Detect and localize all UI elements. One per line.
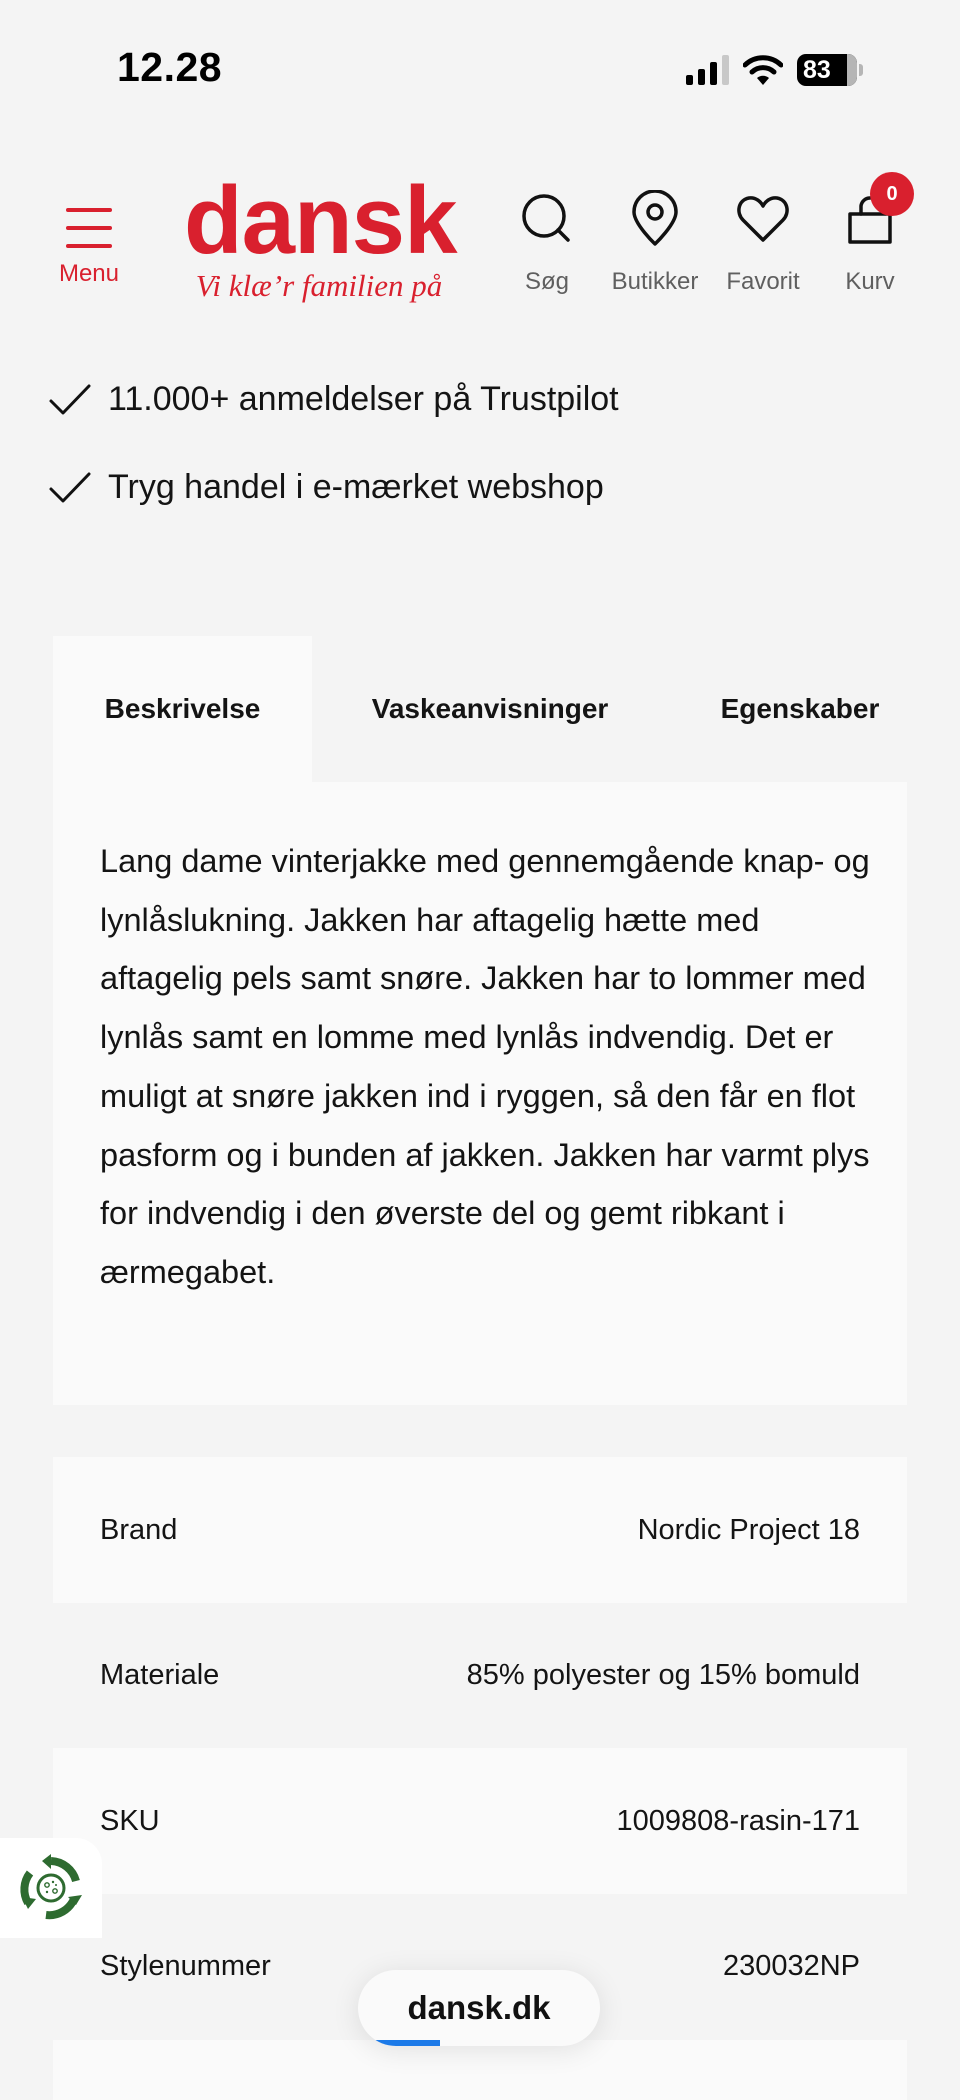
- tab-egenskaber[interactable]: Egenskaber: [720, 693, 880, 724]
- recycle-icon: [16, 1853, 86, 1923]
- spec-value: 1009808-rasin-171: [616, 1804, 860, 1837]
- location-pin-icon: [626, 190, 684, 248]
- hamburger-icon: [66, 208, 112, 248]
- spec-label: Brand: [100, 1513, 178, 1546]
- stores-button[interactable]: [600, 190, 710, 296]
- cart-count-badge: 0: [870, 172, 914, 216]
- logo-tagline: Vi klæ’r familien på: [195, 268, 443, 303]
- battery-percent: 83: [803, 55, 831, 84]
- trust-item-emaerket: [48, 468, 604, 507]
- menu-label: Menu: [58, 260, 120, 287]
- tab-vaskeanvisninger[interactable]: Vaskeanvisninger: [371, 693, 609, 724]
- spec-label: SKU: [100, 1804, 160, 1837]
- trust-text: 11.000+ anmeldelser på Trustpilot: [108, 380, 619, 418]
- status-icons: [686, 52, 863, 88]
- heart-icon: [734, 190, 792, 248]
- favorites-button[interactable]: [708, 190, 818, 296]
- stores-label: Butikker: [611, 268, 699, 295]
- trust-item-trustpilot: [48, 380, 619, 419]
- spec-value: 230032NP: [722, 1949, 860, 1982]
- spec-label: Stylenummer: [100, 1949, 271, 1982]
- page-load-progress: [358, 2040, 440, 2046]
- spec-row-brand: [53, 1457, 907, 1603]
- spec-row-sku: [53, 1748, 907, 1894]
- logo-wordmark: dansk: [184, 167, 457, 274]
- menu-button[interactable]: [50, 208, 128, 288]
- status-time: 12.28: [117, 44, 223, 90]
- spec-row-materiale: [53, 1602, 907, 1748]
- cart-label: Kurv: [845, 268, 895, 295]
- search-icon: [518, 190, 576, 248]
- description-panel: [53, 782, 907, 1405]
- recycle-badge-button[interactable]: [0, 1838, 102, 1938]
- product-description: Lang dame vinterjakke med gennemgående knap- og lynlåslukning. Jakken har aftagelig hætte med aftagelig pels samt snøre. Jakken har to lommer med lynlås samt en lomme med lynlås indvendig. Det er muligt at snøre jakken ind i ryggen, så den får en flot pasform og i bunden af jakken. Jakken har varmt plys for indvendig i den øverste del og gemt ribkant i ærmegabet.: [100, 843, 870, 1290]
- cellular-signal-icon: [686, 55, 729, 85]
- check-icon: [48, 471, 92, 505]
- url-text: dansk.dk: [407, 1989, 551, 2026]
- search-label: Søg: [524, 268, 569, 295]
- spec-row-next: [53, 2040, 907, 2100]
- battery-icon: [797, 54, 857, 86]
- tab-beskrivelse[interactable]: Beskrivelse: [53, 636, 312, 782]
- wifi-icon: [743, 54, 783, 86]
- check-icon: [48, 383, 92, 417]
- spec-value: 85% polyester og 15% bomuld: [466, 1658, 860, 1691]
- browser-url-pill[interactable]: [358, 1970, 600, 2046]
- trust-text: Tryg handel i e-mærket webshop: [108, 468, 604, 506]
- search-button[interactable]: [492, 190, 602, 296]
- spec-value: Nordic Project 18: [637, 1513, 860, 1546]
- dansk-logo[interactable]: [184, 167, 457, 304]
- favorites-label: Favorit: [726, 268, 800, 295]
- spec-label: Materiale: [100, 1658, 220, 1691]
